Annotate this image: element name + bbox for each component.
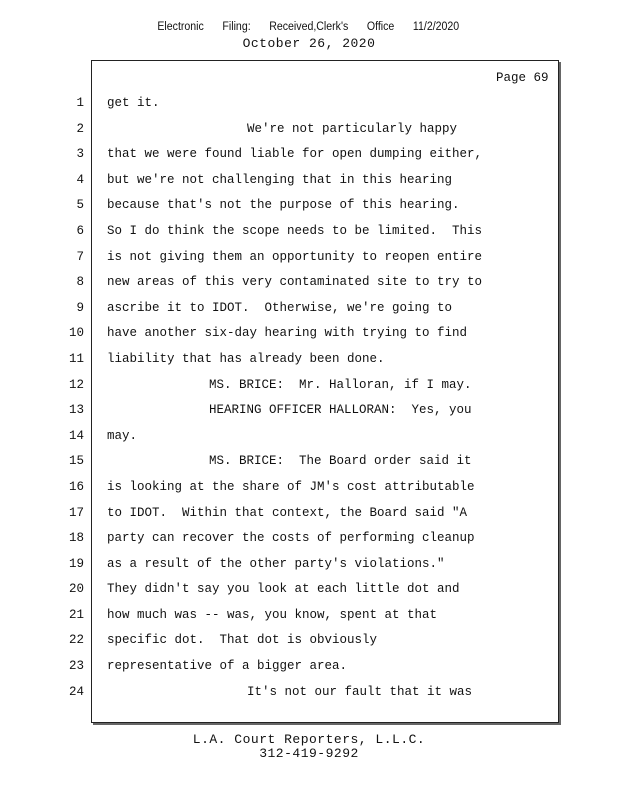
- line-text: but we're not challenging that in this hearing: [107, 172, 453, 187]
- line-number: 14: [68, 428, 84, 443]
- line-number: 1: [76, 96, 84, 110]
- line-number: 13: [68, 403, 84, 418]
- line-number: 18: [68, 531, 84, 546]
- line-number: 3: [76, 147, 84, 162]
- line-text: MS. BRICE: Mr. Halloran, if I may.: [209, 377, 472, 392]
- line-number: 15: [68, 454, 84, 469]
- line-number: 10: [68, 326, 84, 341]
- transcript-line: [0, 504, 618, 530]
- filing-stamp: [24, 20, 593, 34]
- transcript-line: [0, 248, 618, 274]
- transcript-line: [0, 657, 618, 683]
- line-number: 20: [68, 582, 84, 597]
- page-number: Page 69: [496, 71, 549, 85]
- line-number: 23: [68, 659, 84, 674]
- transcript-line: [0, 427, 618, 453]
- transcript-line: [0, 120, 618, 146]
- transcript-line: [0, 94, 618, 120]
- line-text: We're not particularly happy: [247, 121, 458, 136]
- transcript-line: [0, 683, 618, 709]
- reporter-company: L.A. Court Reporters, L.L.C.: [192, 732, 426, 747]
- line-text: get it.: [107, 96, 160, 110]
- line-text: So I do think the scope needs to be limited. This: [107, 223, 483, 238]
- line-text: party can recover the costs of performing cleanup: [107, 531, 475, 546]
- line-text: representative of a bigger area.: [107, 659, 348, 674]
- transcript-line: [0, 350, 618, 376]
- transcript-line: [0, 401, 618, 427]
- line-number: 9: [76, 300, 84, 315]
- hearing-date: October 26, 2020: [242, 36, 376, 51]
- transcript-line: [0, 222, 618, 248]
- stamp-word: 11/2/2020: [412, 21, 460, 33]
- transcript-line: [0, 324, 618, 350]
- line-text: how much was -- was, you know, spent at that: [107, 607, 438, 622]
- line-number: 21: [68, 607, 84, 622]
- line-number: 8: [76, 275, 84, 290]
- transcript-line: [0, 580, 618, 606]
- line-text: have another six-day hearing with trying to find: [107, 326, 468, 341]
- line-number: 24: [68, 684, 84, 699]
- transcript-lines: [0, 94, 618, 708]
- line-text: specific dot. That dot is obviously: [107, 633, 378, 648]
- line-text: HEARING OFFICER HALLORAN: Yes, you: [209, 403, 472, 418]
- stamp-word: Electronic: [157, 21, 204, 33]
- transcript-line: [0, 452, 618, 478]
- line-text: They didn't say you look at each little dot and: [107, 582, 460, 597]
- line-number: 7: [76, 249, 84, 264]
- transcript-line: [0, 555, 618, 581]
- transcript-line: [0, 606, 618, 632]
- line-number: 16: [68, 479, 84, 494]
- line-text: is not giving them an opportunity to reopen entire: [107, 249, 483, 264]
- transcript-line: [0, 631, 618, 657]
- line-number: 2: [76, 121, 84, 136]
- transcript-line: [0, 171, 618, 197]
- line-text: may.: [107, 428, 138, 443]
- line-number: 6: [76, 223, 84, 238]
- line-number: 4: [76, 172, 84, 187]
- line-text: liability that has already been done.: [107, 351, 385, 366]
- line-number: 19: [68, 556, 84, 571]
- line-number: 5: [76, 198, 84, 213]
- line-number: 22: [68, 633, 84, 648]
- line-text: It's not our fault that it was: [247, 684, 473, 699]
- transcript-line: [0, 196, 618, 222]
- line-text: MS. BRICE: The Board order said it: [209, 454, 472, 469]
- line-number: 11: [68, 351, 84, 366]
- transcript-line: [0, 376, 618, 402]
- transcript-line: [0, 299, 618, 325]
- line-text: because that's not the purpose of this hearing.: [107, 198, 460, 213]
- transcript-line: [0, 529, 618, 555]
- line-text: to IDOT. Within that context, the Board said "A: [107, 505, 468, 520]
- transcript-line: [0, 145, 618, 171]
- line-number: 12: [68, 377, 84, 392]
- reporter-phone: 312-419-9292: [259, 746, 359, 761]
- transcript-line: [0, 273, 618, 299]
- line-text: is looking at the share of JM's cost attributable: [107, 479, 475, 494]
- stamp-word: Office: [366, 21, 395, 33]
- stamp-word: Filing:: [222, 21, 251, 33]
- line-number: 17: [68, 505, 84, 520]
- line-text: that we were found liable for open dumping either,: [107, 147, 483, 162]
- line-text: as a result of the other party's violations.": [107, 556, 445, 571]
- line-text: new areas of this very contaminated site to try to: [107, 275, 483, 290]
- footer: [0, 733, 618, 761]
- stamp-word: Received,Clerk's: [269, 21, 349, 33]
- transcript-line: [0, 478, 618, 504]
- line-text: ascribe it to IDOT. Otherwise, we're going to: [107, 300, 453, 315]
